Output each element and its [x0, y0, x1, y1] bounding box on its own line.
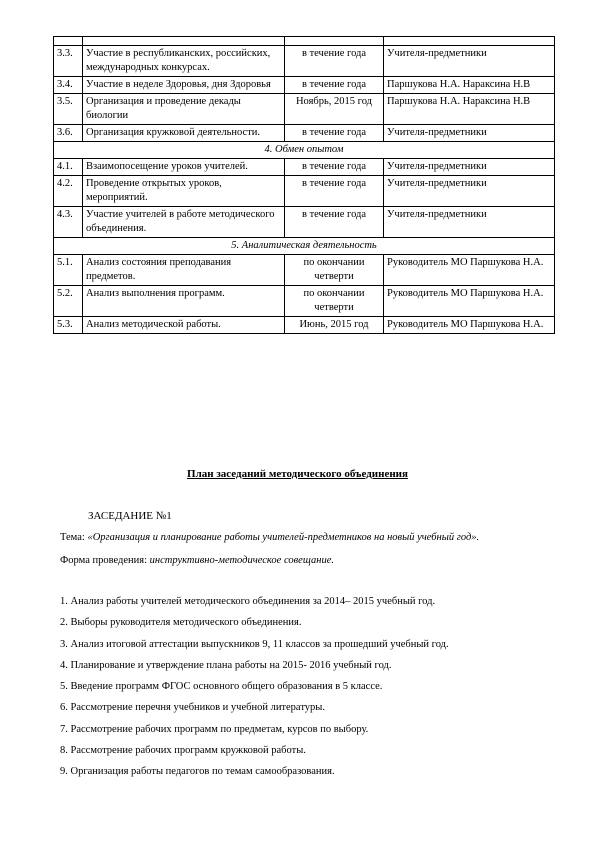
- table-row: [54, 77, 555, 94]
- item-number: 3.5.: [54, 94, 83, 125]
- term-cell: по окончании четверти: [285, 286, 384, 317]
- responsible-cell: Руководитель МО Паршукова Н.А.: [384, 286, 555, 317]
- event-cell: Анализ методической работы.: [83, 317, 285, 334]
- table-row: [54, 176, 555, 207]
- table-row: [54, 159, 555, 176]
- item-number: 3.4.: [54, 77, 83, 94]
- item-number: 4.3.: [54, 207, 83, 238]
- table-row: [54, 125, 555, 142]
- event-cell: Взаимопосещение уроков учителей.: [83, 159, 285, 176]
- meeting-theme: [60, 532, 479, 543]
- responsible-cell: Учителя-предметники: [384, 125, 555, 142]
- item-number: 5.3.: [54, 317, 83, 334]
- table-section-row: [54, 142, 555, 159]
- responsible-cell: Учителя-предметники: [384, 159, 555, 176]
- term-cell: по окончании четверти: [285, 255, 384, 286]
- table-cell-empty: [54, 37, 83, 46]
- agenda-item: 7. Рассмотрение рабочих программ по предметам, курсов по выбору.: [60, 723, 369, 735]
- table-row: [54, 46, 555, 77]
- responsible-cell: Учителя-предметники: [384, 207, 555, 238]
- item-number: 3.6.: [54, 125, 83, 142]
- term-cell: в течение года: [285, 176, 384, 207]
- table-cell-empty: [384, 37, 555, 46]
- event-cell: Организация кружковой деятельности.: [83, 125, 285, 142]
- event-cell: Участие учителей в работе методического объединения.: [83, 207, 285, 238]
- item-number: 4.2.: [54, 176, 83, 207]
- agenda-item: 2. Выборы руководителя методического объединения.: [60, 617, 302, 629]
- section-title: 4. Обмен опытом: [54, 142, 555, 159]
- meeting-title: ЗАСЕДАНИЕ №1: [88, 510, 172, 522]
- event-cell: Проведение открытых уроков, мероприятий.: [83, 176, 285, 207]
- agenda-item: 8. Рассмотрение рабочих программ кружковой работы.: [60, 745, 306, 757]
- term-cell: в течение года: [285, 125, 384, 142]
- meeting-form: [60, 555, 334, 566]
- table-row: [54, 207, 555, 238]
- event-cell: Анализ выполнения программ.: [83, 286, 285, 317]
- event-cell: Организация и проведение декады биологии: [83, 94, 285, 125]
- table-row: [54, 94, 555, 125]
- term-cell: в течение года: [285, 159, 384, 176]
- responsible-cell: Учителя-предметники: [384, 176, 555, 207]
- responsible-cell: Руководитель МО Паршукова Н.А.: [384, 317, 555, 334]
- responsible-cell: Паршукова Н.А. Нараксина Н.В: [384, 77, 555, 94]
- agenda-item: 4. Планирование и утверждение плана работы на 2015- 2016 учебный год.: [60, 659, 392, 671]
- item-number: 4.1.: [54, 159, 83, 176]
- responsible-cell: Учителя-предметники: [384, 46, 555, 77]
- table-row: [54, 255, 555, 286]
- responsible-cell: Руководитель МО Паршукова Н.А.: [384, 255, 555, 286]
- meeting-theme-text: «Организация и планирование работы учителей-предметников на новый учебный год».: [87, 532, 480, 543]
- plan-table-body: [54, 37, 555, 334]
- term-cell: в течение года: [285, 46, 384, 77]
- agenda-list: [60, 596, 449, 788]
- meeting-form-text: инструктивно-методическое совещание.: [149, 555, 335, 566]
- term-cell: в течение года: [285, 77, 384, 94]
- item-number: 5.1.: [54, 255, 83, 286]
- table-cell-empty: [285, 37, 384, 46]
- responsible-cell: Паршукова Н.А. Нараксина Н.В: [384, 94, 555, 125]
- term-cell: Июнь, 2015 год: [285, 317, 384, 334]
- agenda-item: 9. Организация работы педагогов по темам самообразования.: [60, 766, 335, 778]
- agenda-item: 5. Введение программ ФГОС основного общего образования в 5 классе.: [60, 681, 383, 693]
- event-cell: Анализ состояния преподавания предметов.: [83, 255, 285, 286]
- table-row: [54, 286, 555, 317]
- event-cell: Участие в неделе Здоровья, дня Здоровья: [83, 77, 285, 94]
- plan-table: [53, 36, 555, 334]
- section-title: 5. Аналитическая деятельность: [54, 238, 555, 255]
- table-blank-row: [54, 37, 555, 46]
- item-number: 5.2.: [54, 286, 83, 317]
- event-cell: Участие в республиканских, российских, международных конкурсах.: [83, 46, 285, 77]
- item-number: 3.3.: [54, 46, 83, 77]
- table-row: [54, 317, 555, 334]
- agenda-item: 3. Анализ итоговой аттестации выпускников 9, 11 классов за прошедший учебный год.: [60, 638, 449, 650]
- meeting-theme-label: Тема:: [60, 532, 88, 543]
- term-cell: в течение года: [285, 207, 384, 238]
- agenda-item: 6. Рассмотрение перечня учебников и учебной литературы.: [60, 702, 325, 714]
- table-section-row: [54, 238, 555, 255]
- meeting-form-label: Форма проведения:: [60, 555, 150, 566]
- agenda-item: 1. Анализ работы учителей методического объединения за 2014– 2015 учебный год.: [60, 596, 436, 607]
- term-cell: Ноябрь, 2015 год: [285, 94, 384, 125]
- table-cell-empty: [83, 37, 285, 46]
- meetings-plan-heading: План заседаний методического объединения: [187, 468, 408, 480]
